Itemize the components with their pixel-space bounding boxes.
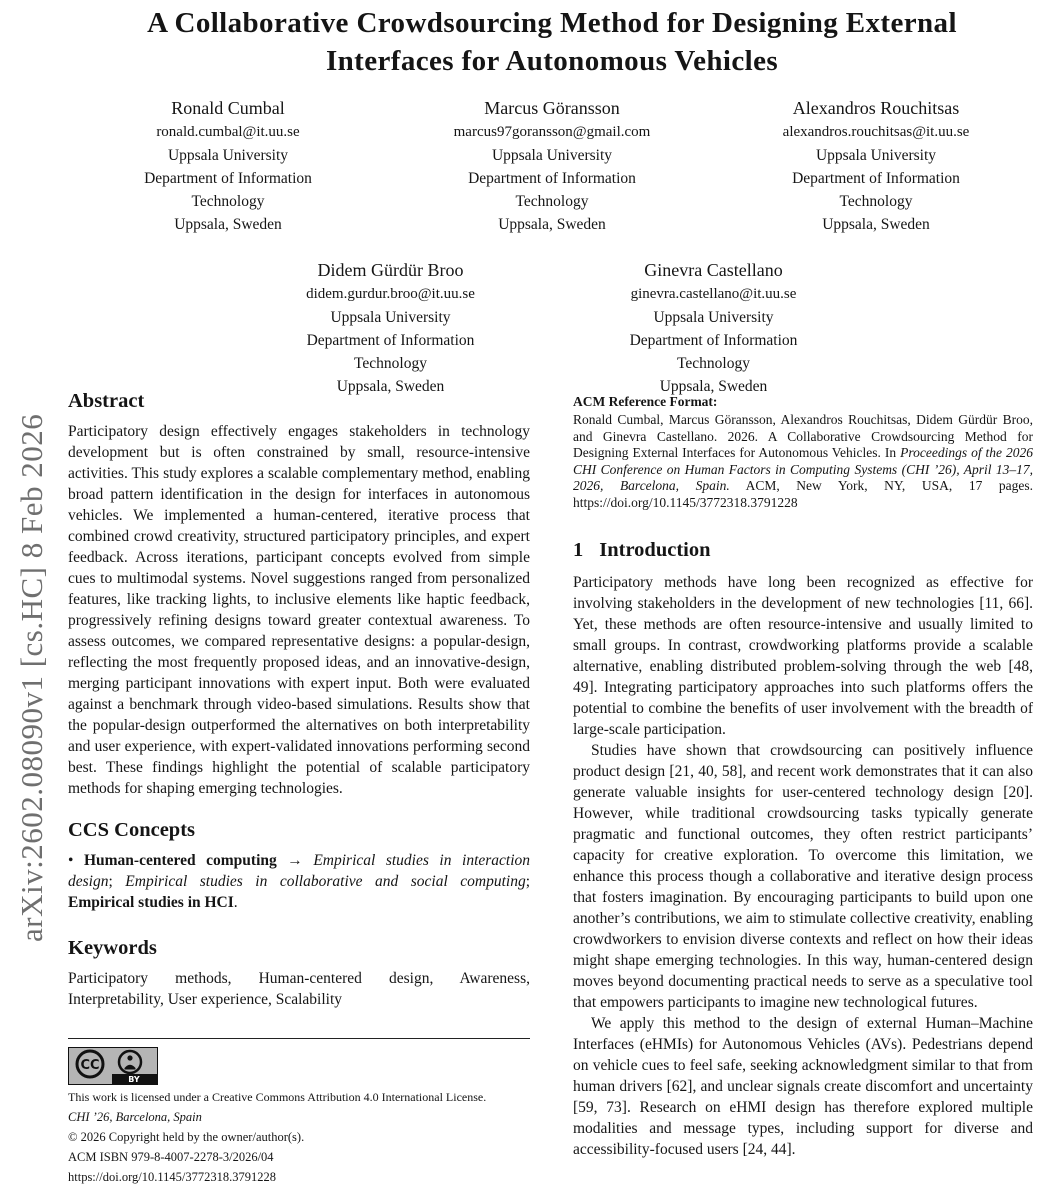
title-line2: Interfaces for Autonomous Vehicles [325,45,779,77]
author-email: marcus97goransson@gmail.com [453,124,651,140]
author-affiliation: Uppsala University Department of Information Technology Uppsala, Sweden [468,147,636,233]
acm-reference-heading: ACM Reference Format: [573,394,718,409]
author-row-2 [68,258,1036,398]
keywords-heading: Keywords [68,937,157,959]
section-number: 1 [573,539,584,561]
front-matter [68,0,1036,398]
author-block [756,96,996,236]
license-statement: This work is licensed under a Creative Commons Attribution 4.0 International License. [68,1090,487,1104]
author-row-1 [68,96,1036,236]
author-name: Ronald Cumbal [171,98,285,118]
author-email: ginevra.castellano@it.uu.se [630,286,797,302]
author-name: Marcus Göransson [484,98,620,118]
license-isbn: ACM ISBN 979-8-4007-2278-3/2026/04 [68,1150,274,1164]
author-name: Didem Gürdür Broo [317,260,464,280]
author-affiliation: Uppsala University Department of Information Technology Uppsala, Sweden [792,147,960,233]
author-block [594,258,834,398]
license-copyright: © 2026 Copyright held by the owner/author(s). [68,1130,305,1144]
footnote-rule [68,1038,530,1039]
abstract-heading: Abstract [68,390,145,412]
author-name: Alexandros Rouchitsas [792,98,960,118]
arxiv-watermark: arXiv:2602.08090v1 [cs.HC] 8 Feb 2026 [14,413,49,942]
introduction-paragraph-1: Participatory methods have long been recognized as effective for involving stakeholders in the development of new technologies [11, 66]. Yet, these methods are often resource-intensive and usually limited to small groups. In contrast, crowdworking platforms provide a scalable alternative, enabling distributed problem-solving through the web [48, 49]. Integrating participatory approaches into such platforms offers the potential to combine the benefits of user involvement with the breadth of large-scale participation. [573,574,1033,738]
svg-text:CC: CC [80,1058,100,1073]
author-email: ronald.cumbal@it.uu.se [156,124,300,140]
license-venue: CHI ’26, Barcelona, Spain [68,1110,202,1124]
arrow-icon: → [287,852,303,869]
author-block [432,96,672,236]
author-email: alexandros.rouchitsas@it.uu.se [782,124,970,140]
introduction-heading: 1 Introduction [573,539,711,561]
cc-by-badge-icon [68,1047,158,1085]
introduction-paragraph-3: We apply this method to the design of external Human–Machine Interfaces (eHMIs) for Autonomous Vehicles (AVs). Pedestrians depend on vehicle cues to feel safe, seeking acknowledgment similar to that from human drivers [62], and unclear signals create discomfort and uncertainty [59, 73]. Research on eHMI design has therefore explored multiple modalities and message types, including support for diverse and accessibility-focused users [24, 44]. [573,1015,1033,1158]
acm-reference-text: Ronald Cumbal, Marcus Göransson, Alexandros Rouchitsas, Didem Gürdür Broo, and Ginevra Castellano. 2026. A Collaborative Crowdsourcing Method for Designing External Interfaces for Autonomous Vehicles. In Proceedings of the 2026 CHI Conference on Human Factors in Computing Systems (CHI ’26), April 13–17, 2026, Barcelona, Spain. ACM, New York, NY, USA, 17 pages. https://doi.org/10.1145/3772318.3791228 [573,412,1034,510]
title-line1: A Collaborative Crowdsourcing Method for Designing External [147,7,957,39]
keywords-text: Participatory methods, Human-centered design, Awareness, Interpretability, User experience, Scalability [68,970,530,1008]
right-column [573,393,1033,1160]
abstract-text: Participatory design effectively engages stakeholders in technology development but is often constrained by small, resource-intensive activities. This study explores a scalable complementary method, enabling broad pattern identification in the design for interfaces in autonomous vehicles. We implemented a human-centered, iterative process that combined crowd creativity, structured participatory principles, and expert feedback. Across iterations, participant concepts evolved from simple cues to multimodal systems. Novel suggestions ranged from personalized features, like tracking lights, to inclusive elements like haptic feedback, progressively refining designs toward greater contextual awareness. To assess outcomes, we compared representative designs: a popular-design, reflecting the most frequently proposed ideas, and an innovative-design, merging participant innovations with expert input. Both were evaluated against a benchmark through video-based simulations. Results show that the popular-design outperformed the alternatives on both interpretability and user experience, with expert-validated innovations performing second best. These findings highlight the potential of scalable participatory methods for shaping emerging technologies. [68,423,530,797]
author-affiliation: Uppsala University Department of Information Technology Uppsala, Sweden [629,309,798,395]
author-name: Ginevra Castellano [644,260,783,280]
author-block [271,258,511,398]
author-email: didem.gurdur.broo@it.uu.se [306,286,475,302]
ccs-heading: CCS Concepts [68,819,195,841]
left-column [68,390,530,1185]
introduction-paragraph-2: Studies have shown that crowdsourcing can positively influence product design [21, 40, 58], and recent work demonstrates that it can also generate valuable insights for user-centered technology design [20]. However, while traditional crowdsourcing tasks typically generate pragmatic and functional outcomes, they often restrict participants’ capacity for creative exploration. To overcome this limitation, we enhance this process though a collaborative and iterative design process that fosters imagination. By encouraging participants to build upon one another’s contributions, we aim to stimulate collective creativity, enabling crowdworkers to envision diverse contexts and reflect on how their ideas might shape emerging technologies. In this way, human-centered design moves beyond documenting practical needs to serve as a speculative tool that empowers participants to imagine new technological futures. [573,742,1033,1011]
svg-text:BY: BY [128,1075,140,1084]
ccs-text: • Human-centered computing → Empirical studies in interaction design; Empirical studies in collaborative and social computing; Empirical studies in HCI. [68,852,531,911]
doi-link[interactable]: https://doi.org/10.1145/3772318.3791228 [68,1170,276,1184]
author-affiliation: Uppsala University Department of Information Technology Uppsala, Sweden [144,147,312,233]
page-title [68,4,1036,80]
author-block [108,96,348,236]
acm-reference-doi[interactable]: ACM, New York, NY, USA, 17 pages. https://doi.org/10.1145/3772318.3791228 [573,478,1033,510]
author-affiliation: Uppsala University Department of Information Technology Uppsala, Sweden [306,309,475,395]
